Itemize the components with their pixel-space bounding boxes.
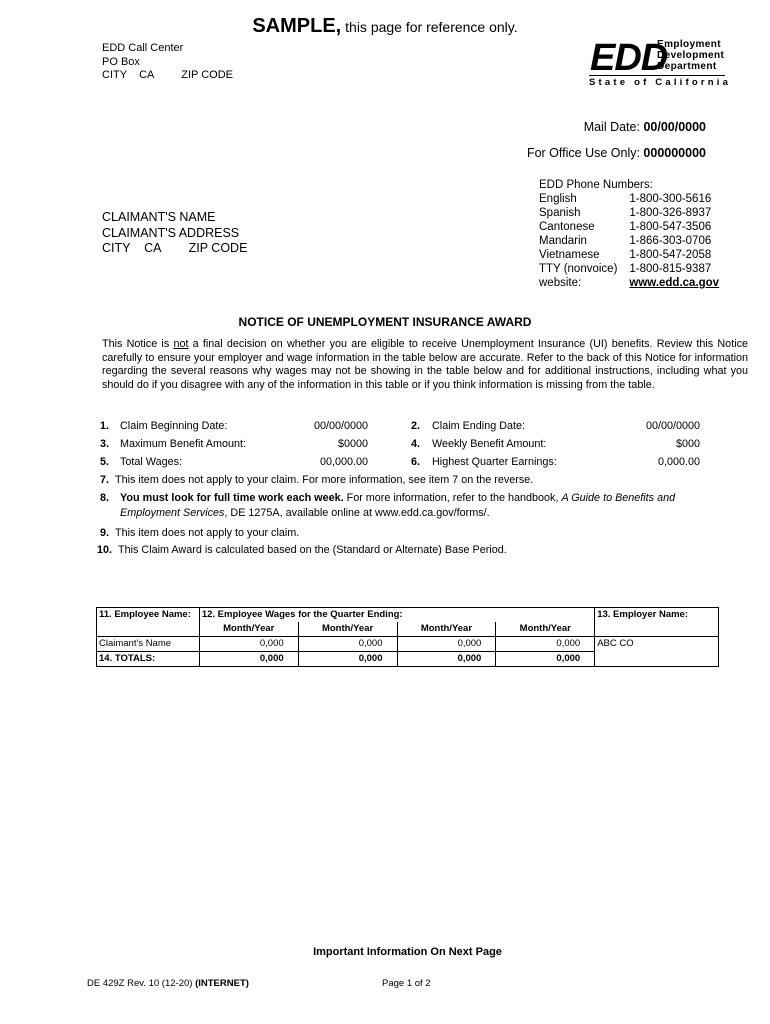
wage-table-header: [97, 608, 719, 623]
claim-begin-label: Claim Beginning Date:: [120, 420, 228, 432]
phone-row: [539, 192, 719, 206]
item-10-text: This Claim Award is calculated based on the (Standard or Alternate) Base Period.: [118, 544, 507, 556]
month-year-header: Month/Year: [496, 622, 595, 637]
item-number: 10.: [97, 544, 113, 556]
weekly-benefit-label: Weekly Benefit Amount:: [432, 438, 547, 450]
form-id: [87, 978, 249, 989]
total-cell: 0,000: [298, 652, 397, 667]
item-10: [97, 544, 507, 556]
claim-end-value: 00/00/0000: [645, 420, 700, 432]
intro-paragraph: [102, 338, 751, 392]
phone-row: [539, 234, 719, 248]
edd-logo: [587, 37, 732, 89]
mail-date-value: 00/00/0000: [643, 120, 706, 134]
edd-logo-dept: [657, 39, 724, 72]
dept-line-1: Employment: [657, 39, 722, 50]
item-number: 5.: [100, 456, 110, 468]
important-info: Important Information On Next Page: [313, 946, 502, 958]
phone-lang: Cantonese: [539, 221, 595, 233]
website-label: website:: [539, 277, 582, 289]
total-wages-label: Total Wages:: [120, 456, 183, 468]
total-cell: 0,000: [397, 652, 496, 667]
form-id-text: DE 429Z Rev. 10 (12-20): [87, 978, 196, 989]
sample-banner: [0, 15, 770, 38]
item-number: 9.: [100, 527, 110, 539]
phone-lang: Spanish: [539, 207, 581, 219]
page-number: Page 1 of 2: [382, 978, 431, 989]
return-address: [102, 42, 233, 83]
intro-text-2: a final decision on whether you are eligible to receive Unemployment Insurance (UI) benefits. Review this Notice carefully to ensure your employer and wage information in the table below are accurate. Refer to the back of this Notice for information regarding the several reasons why wages may not be showing in the table below and for additional instructions, including what you should do if you disagree with any of the information in this table or if you think information is missing from the table.: [102, 338, 751, 391]
dept-line-3: Department: [657, 61, 717, 72]
phone-number: 1-866-303-0706: [629, 235, 712, 247]
highest-quarter-label: Highest Quarter Earnings:: [432, 456, 557, 468]
employee-name-cell: Claimant's Name: [97, 637, 200, 652]
employee-name-header: 11. Employee Name:: [97, 608, 200, 623]
claim-end-label: Claim Ending Date:: [432, 420, 526, 432]
wage-table: [96, 607, 719, 667]
return-line-1: EDD Call Center: [102, 42, 184, 54]
website-link[interactable]: www.edd.ca.gov: [629, 277, 720, 289]
month-header-row: [97, 622, 719, 637]
month-year-header: Month/Year: [199, 622, 298, 637]
phones-table: [539, 192, 719, 290]
form-internet: (INTERNET): [195, 978, 249, 989]
sample-bold: SAMPLE,: [252, 15, 342, 37]
month-year-header: Month/Year: [397, 622, 496, 637]
intro-not: not: [173, 338, 189, 350]
item-7: [100, 474, 533, 486]
item-number: 3.: [100, 438, 110, 450]
item-8-text: For more information, refer to the handbook,: [343, 492, 562, 504]
phone-row: [539, 262, 719, 276]
phone-lang: English: [539, 193, 577, 205]
total-wages-value: 00,000.00: [319, 456, 368, 468]
mail-date-label: Mail Date:: [583, 120, 644, 134]
wage-cell: 0,000: [298, 637, 397, 652]
table-row: [97, 637, 719, 652]
phone-lang: TTY (nonvoice): [539, 263, 618, 275]
max-benefit-label: Maximum Benefit Amount:: [120, 438, 247, 450]
phone-lang: Mandarin: [539, 235, 587, 247]
item-number: 1.: [100, 420, 110, 432]
phone-row: [539, 220, 719, 234]
sample-rest: this page for reference only.: [341, 19, 518, 35]
notice-title: NOTICE OF UNEMPLOYMENT INSURANCE AWARD: [238, 315, 532, 329]
item-8-handbook: A Guide to Benefits and Employment Services: [120, 492, 676, 519]
item-8-text-2: , DE 1275A, available online at www.edd.ca.gov/forms/.: [224, 506, 490, 519]
phone-number: 1-800-815-9387: [629, 263, 712, 275]
edd-logo-state: State of California: [589, 77, 732, 88]
wage-cell: 0,000: [496, 637, 595, 652]
weekly-benefit-value: $000: [675, 438, 700, 450]
item-7-text: This item does not apply to your claim. For more information, see item 7 on the reverse.: [115, 474, 534, 486]
employer-name-cell: ABC CO: [595, 637, 719, 667]
phone-number: 1-800-547-3506: [629, 221, 712, 233]
phone-number: 1-800-547-2058: [629, 249, 712, 261]
wages-header: 12. Employee Wages for the Quarter Ending:: [199, 608, 594, 623]
item-number: 8.: [100, 492, 110, 504]
totals-label: 14. TOTALS:: [97, 652, 200, 667]
blank-cell: [595, 622, 719, 637]
return-line-3: CITY CA ZIP CODE: [102, 69, 234, 81]
award-items: [100, 420, 760, 476]
mail-date: [584, 120, 706, 134]
office-use-label: For Office Use Only:: [526, 146, 644, 160]
total-cell: 0,000: [199, 652, 298, 667]
return-line-2: PO Box: [102, 55, 140, 68]
office-use-value: 000000000: [643, 146, 706, 160]
phone-lang: Vietnamese: [539, 249, 600, 261]
blank-cell: [97, 622, 200, 637]
item-9-text: This item does not apply to your claim.: [115, 527, 300, 539]
month-year-header: Month/Year: [298, 622, 397, 637]
claimant-street: CLAIMANT'S ADDRESS: [102, 225, 240, 240]
phone-number: 1-800-300-5616: [629, 193, 712, 205]
item-9: [100, 527, 299, 539]
dept-line-2: Development: [657, 50, 725, 61]
max-benefit-value: $0000: [337, 438, 368, 450]
office-use: [527, 146, 706, 160]
total-cell: 0,000: [496, 652, 595, 667]
phone-row: [539, 248, 719, 262]
phones-title: EDD Phone Numbers:: [539, 179, 653, 191]
logo-divider: [589, 75, 725, 76]
phone-row: [539, 276, 719, 290]
item-number: 4.: [411, 438, 421, 450]
claimant-address: [102, 210, 247, 257]
item-8: [100, 491, 740, 519]
employer-name-header: 13. Employer Name:: [595, 608, 719, 623]
edd-logo-mark: EDD: [590, 37, 668, 79]
item-number: 2.: [411, 420, 421, 432]
claimant-city: CITY CA ZIP CODE: [102, 241, 248, 255]
wage-cell: 0,000: [199, 637, 298, 652]
phone-row: [539, 206, 719, 220]
item-number: 6.: [411, 456, 421, 468]
phone-number: 1-800-326-8937: [629, 207, 712, 219]
wage-cell: 0,000: [397, 637, 496, 652]
highest-quarter-value: 0,000.00: [657, 456, 700, 468]
item-number: 7.: [100, 474, 110, 486]
item-8-bold: You must look for full time work each week.: [120, 492, 344, 504]
claim-begin-value: 00/00/0000: [313, 420, 368, 432]
intro-text-1: This Notice is: [102, 338, 174, 350]
phone-numbers: [539, 178, 719, 290]
claimant-name: CLAIMANT'S NAME: [102, 210, 216, 224]
